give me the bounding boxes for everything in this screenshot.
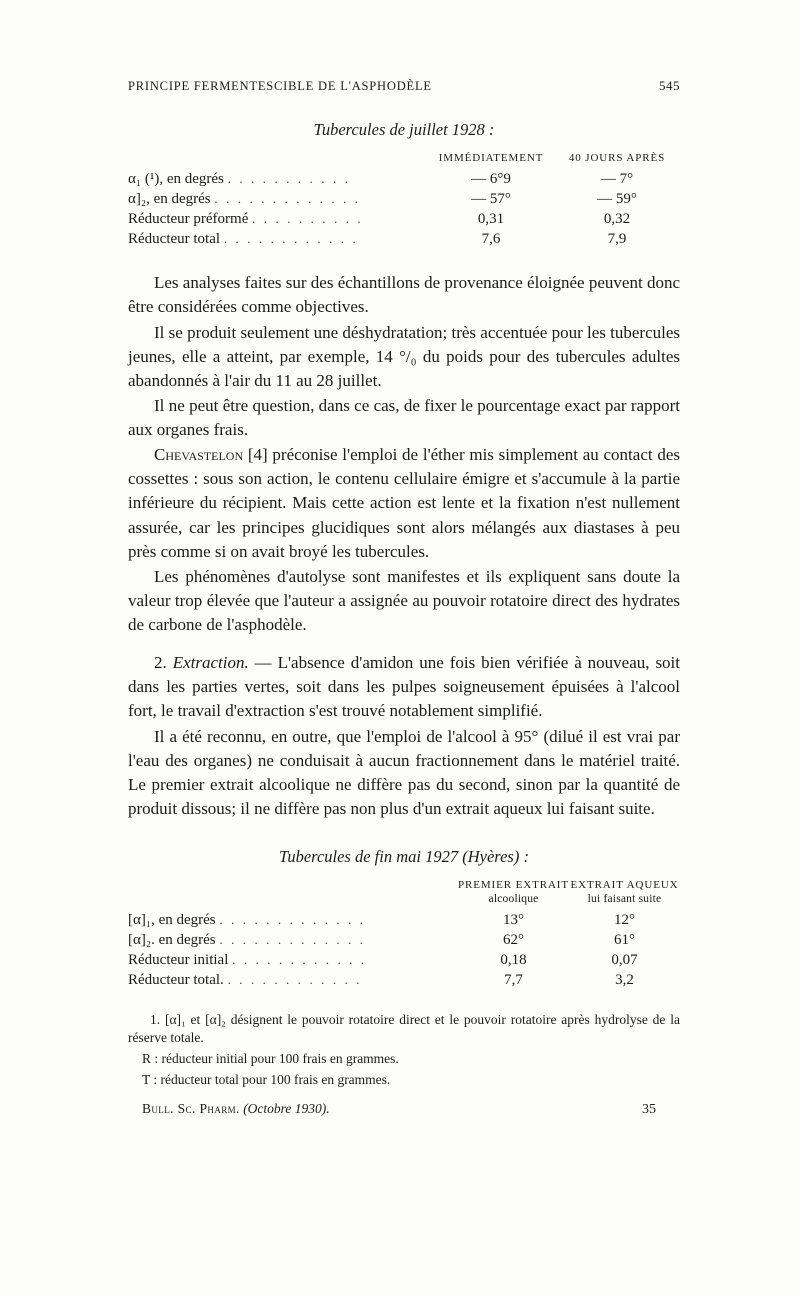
colophon-issue: (Octobre 1930). — [243, 1101, 330, 1117]
page-content — [128, 78, 680, 1118]
table-row — [128, 931, 680, 951]
section-2-block — [128, 651, 680, 821]
table-1-row-1-c2: — 59° — [597, 190, 637, 207]
table-1-row-2-label: Réducteur préformé — [128, 210, 249, 227]
table-1-row-1-label: α]₂, en degrés — [128, 190, 211, 207]
table-2-header-row — [128, 877, 680, 911]
table-1-row-2-c2: 0,32 — [603, 210, 631, 227]
section-2-paragraph-2: Il a été reconnu, en outre, que l'emploi de l'alcool à 95° (dilué il est vrai par l'eau des organes) ne conduisait à aucun fractionnement dans le matériel traité. Le premier extrait alcoolique ne diffère pas du second, sinon par la quantité de produit dissous; il ne diffère pas non plus d'un extrait aqueux lui faisant suite. — [128, 726, 680, 818]
table-1-col-header-1: IMMÉDIATEMENT — [438, 151, 544, 164]
paragraph-3: Il ne peut être question, dans ce cas, de fixer le pourcentage exact par rapport aux organes frais. — [128, 395, 680, 439]
footnote-2: R : réducteur initial pour 100 frais en grammes. — [142, 1050, 399, 1066]
table-1-row-0-c1: — 6°9 — [471, 170, 511, 187]
table-2 — [128, 877, 680, 991]
paragraph-2: Il se produit seulement une déshydratation; très accentuée pour les tubercules jeunes, elle a atteint, par exemple, 14 °/₀ du poids pour des tubercules adultes abandonnés à l'air du 11 au 28 juillet. — [128, 322, 680, 390]
table-2-row-1-label: [α]₂. en degrés — [128, 932, 216, 949]
table-2-row-0-label: [α]₁, en degrés — [128, 912, 216, 929]
table-1-block — [128, 120, 680, 249]
table-2-row-3-label: Réducteur total. — [128, 972, 224, 989]
paragraph-4-text: [4] préconise l'emploi de l'éther mis simplement au contact des cossettes : sous son action, le contenu cellulaire émigre et s'accumule à la partie inférieure du récipient. Mais cette action est lente et la fixation n'est nullement assurée, car les principes glucidiques sont alors mélangés aux diastases à peu près comme si on avait broyé les tubercules. — [128, 445, 680, 561]
table-2-col-header-1 — [458, 877, 569, 911]
table-2-col-header-2-sub: lui faisant suite — [587, 893, 662, 906]
table-1-header-spacer — [128, 150, 428, 169]
table-2-block — [128, 847, 680, 991]
body-text-block-1 — [128, 271, 680, 637]
table-2-row-0-c1: 13° — [503, 912, 524, 929]
paragraph-1: Les analyses faites sur des échantillons de provenance éloignée peuvent donc être considérées comme objectives. — [128, 273, 680, 317]
running-head-title: PRINCIPE FERMENTESCIBLE DE L'ASPHODÈLE — [128, 79, 432, 93]
table-row — [128, 971, 680, 991]
running-head — [128, 78, 680, 94]
table-1-row-3-label: Réducteur total — [128, 230, 221, 247]
table-2-col-header-2 — [569, 877, 680, 911]
colophon-signature: 35 — [642, 1102, 656, 1118]
leader-dots: . . . . . . . . . . . . . — [219, 932, 366, 948]
table-row — [128, 229, 680, 249]
table-2-row-3-c2: 3,2 — [615, 972, 634, 989]
colophon-journal: Bull. Sc. Pharm. — [142, 1101, 240, 1117]
footnote-1: 1. [α]₁ et [α]₂ désignent le pouvoir rotatoire direct et le pouvoir rotatoire après hydrolyse de la réserve totale. — [128, 1011, 680, 1046]
footnotes — [128, 1011, 680, 1090]
table-2-caption: Tubercules de fin mai 1927 (Hyères) : — [279, 847, 529, 866]
table-row — [128, 189, 680, 209]
table-1-col-header-2: 40 JOURS APRÈS — [568, 151, 666, 164]
section-2-number: 2. — [154, 653, 167, 673]
section-2-dash: — — [254, 653, 272, 673]
footnote-3: T : réducteur total pour 100 frais en grammes. — [142, 1071, 391, 1087]
section-2-title: Extraction. — [172, 653, 249, 673]
page-number: 545 — [659, 78, 680, 93]
table-1-caption: Tubercules de juillet 1928 : — [313, 120, 495, 139]
leader-dots: . . . . . . . . . . . . . — [219, 912, 366, 928]
footnote-rule-area — [128, 991, 680, 1001]
table-row — [128, 951, 680, 971]
leader-dots: . . . . . . . . . . . . — [227, 972, 363, 988]
colophon — [128, 1101, 680, 1118]
leader-dots: . . . . . . . . . . . . — [223, 230, 359, 246]
leader-dots: . . . . . . . . . . . . . — [214, 190, 361, 206]
table-2-row-1-c2: 61° — [614, 932, 635, 949]
table-1 — [128, 150, 680, 249]
table-1-row-0-c2: — 7° — [600, 170, 634, 187]
table-1-row-0-label: α₁ (¹), en degrés — [128, 170, 224, 187]
section-2-paragraph — [128, 651, 680, 723]
table-row — [128, 911, 680, 931]
author-name-chevastelon: Chevastelon — [154, 445, 244, 465]
table-1-row-1-c1: — 57° — [471, 190, 511, 207]
table-row — [128, 169, 680, 189]
section-2-text: L'absence d'amidon une fois bien vérifiée à nouveau, soit dans les parties vertes, soit dans les pulpes soigneusement épuisées à l'alcool fort, le travail d'extraction s'est trouvé notablement simplifié. — [128, 653, 681, 721]
table-2-col-header-2-main: EXTRAIT AQUEUX — [570, 878, 679, 891]
leader-dots: . . . . . . . . . . — [252, 210, 364, 226]
table-row — [128, 209, 680, 229]
table-2-col-header-1-sub: alcoolique — [488, 893, 539, 906]
table-2-row-3-c1: 7,7 — [504, 972, 523, 989]
table-2-row-2-c1: 0,18 — [500, 952, 527, 969]
table-1-row-2-c1: 0,31 — [477, 210, 505, 227]
paragraph-4 — [128, 443, 680, 564]
table-1-row-3-c1: 7,6 — [481, 230, 501, 247]
table-2-row-2-label: Réducteur initial — [128, 952, 229, 969]
table-2-row-2-c2: 0,07 — [611, 952, 638, 969]
leader-dots: . . . . . . . . . . . . — [232, 952, 367, 968]
table-2-row-1-c1: 62° — [503, 932, 524, 949]
table-2-col-header-1-main: PREMIER EXTRAIT — [458, 878, 569, 891]
colophon-journal-line — [142, 1101, 330, 1117]
table-1-header-row — [128, 150, 680, 169]
table-2-header-spacer — [128, 877, 458, 911]
paragraph-5: Les phénomènes d'autolyse sont manifestes et ils expliquent sans doute la valeur trop élevée que l'auteur a assignée au pouvoir rotatoire direct des hydrates de carbone de l'asphodèle. — [128, 566, 680, 634]
table-1-row-3-c2: 7,9 — [607, 230, 627, 247]
table-2-row-0-c2: 12° — [614, 912, 635, 929]
leader-dots: . . . . . . . . . . . — [227, 170, 351, 186]
